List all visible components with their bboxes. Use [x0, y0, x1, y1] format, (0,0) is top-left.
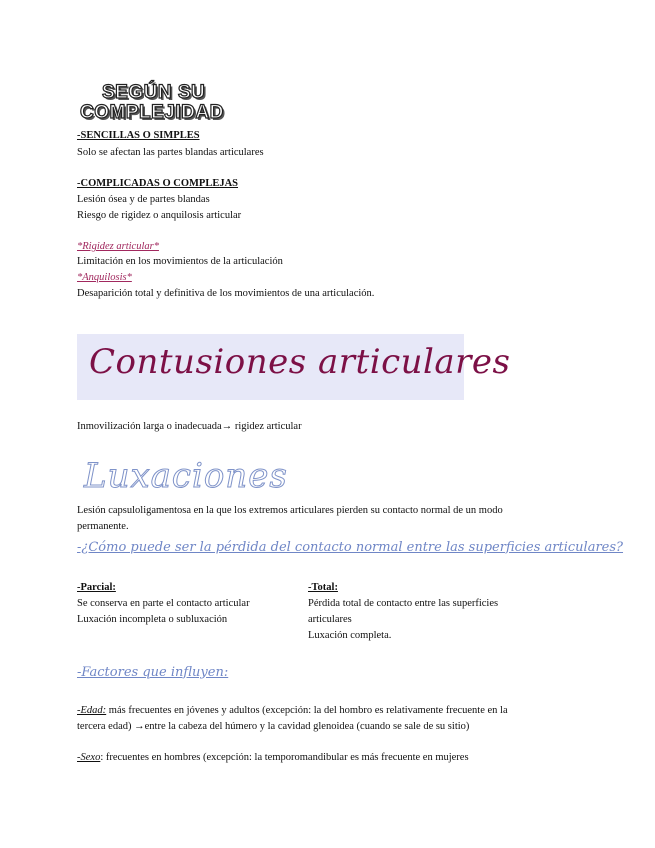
contact-question: -¿Cómo puede ser la pérdida del contacto normal entre las superficies articulares?: [77, 540, 624, 555]
contusiones-text: Inmovilización larga o inadecuada→ rigidez articular: [77, 421, 302, 432]
simple-text: Solo se afectan las partes blandas articulares: [77, 147, 264, 158]
complex-line1: Lesión ósea y de partes blandas: [77, 194, 210, 205]
complex-title: -COMPLICADAS O COMPLEJAS: [77, 178, 239, 189]
luxaciones-def-line1: Lesión capsuloligamentosa en la que los extremos articulares pierden su contacto normal de un modo: [77, 505, 503, 516]
simple-title: -SENCILLAS O SIMPLES: [77, 130, 200, 141]
luxaciones-title: Luxaciones: [84, 456, 288, 496]
sexo-text: : frecuentes en hombres (excepción: la temporomandibular es más frecuente en mujeres: [100, 752, 469, 763]
partial-title: -Parcial:: [77, 582, 116, 593]
sexo-label: -Sexo: [77, 752, 101, 763]
luxaciones-def-line2: permanente.: [77, 521, 129, 532]
rigidez-label: *Rigidez articular*: [77, 241, 159, 252]
total-title: -Total:: [308, 582, 338, 593]
edad-text: más frecuentes en jóvenes y adultos (excepción: la del hombro es relativamente frecuente en la: [106, 705, 508, 716]
partial-line1: Se conserva en parte el contacto articular: [77, 598, 250, 609]
complexity-heading: [80, 83, 250, 123]
total-line1: Pérdida total de contacto entre las superficies: [308, 598, 499, 609]
complexity-heading-line2: COMPLEJIDAD: [80, 102, 224, 123]
anquilosis-label: *Anquilosis*: [77, 272, 132, 283]
contusiones-title: Contusiones articulares: [89, 342, 511, 382]
edad-label: -Edad:: [77, 705, 107, 716]
rigidez-text: Limitación en los movimientos de la articulación: [77, 256, 283, 267]
sexo-line: [77, 751, 469, 765]
factors-title: -Factores que influyen:: [77, 665, 229, 680]
complexity-heading-line1: SEGÚN SU: [102, 82, 206, 103]
total-line2: articulares: [308, 614, 352, 625]
complex-line2: Riesgo de rigidez o anquilosis articular: [77, 210, 242, 221]
edad-line1: [77, 704, 508, 718]
anquilosis-text: Desaparición total y definitiva de los movimientos de una articulación.: [77, 288, 375, 299]
edad-line2: tercera edad) →entre la cabeza del húmero y la cavidad glenoidea (cuando se sale de su sitio): [77, 721, 470, 732]
partial-line2: Luxación incompleta o subluxación: [77, 614, 228, 625]
total-line3: Luxación completa.: [308, 630, 392, 641]
contusiones-banner: [77, 334, 511, 400]
